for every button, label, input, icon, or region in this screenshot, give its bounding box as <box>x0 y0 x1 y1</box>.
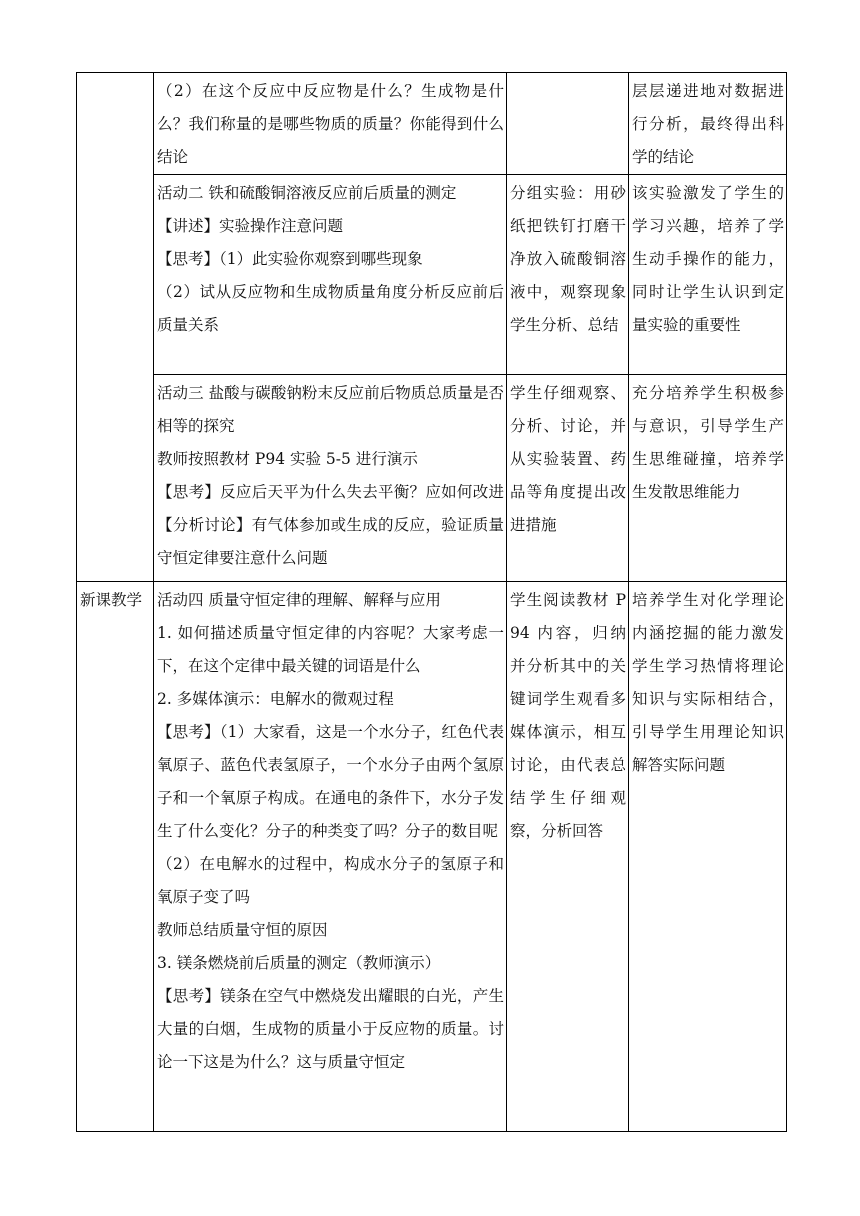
student-activity-cell: 分组实验：用砂纸把铁钉打磨干净放入硫酸铜溶液中，观察现象学生分析、总结 <box>507 175 629 375</box>
student-activity-cell: 学生仔细观察、分析、讨论，并从实验装置、药品等角度提出改进措施 <box>507 375 629 582</box>
activity-cell <box>154 73 507 175</box>
activity-line: 【思考】反应后天平为什么失去平衡？应如何改进【分析讨论】有气体参加或生成的反应，验证质量守恒定律要注意什么问题 <box>157 483 504 567</box>
stage-cell <box>77 73 154 582</box>
student-activity-cell: 学生阅读教材 P94 内容，归纳并分析其中的关键词学生观看多媒体演示，相互讨论，由代表总结学生仔细观察，分析回答 <box>507 582 629 1132</box>
design-intent-cell: 层层递进地对数据进行分析，最终得出科学的结论 <box>629 73 787 175</box>
activity-line: 2. 多媒体演示：电解水的微观过程 <box>157 690 394 708</box>
activity-line: 活动二 铁和硫酸铜溶液反应前后质量的测定 <box>157 184 457 202</box>
table-row <box>77 375 787 582</box>
activity-line: （2）试从反应物和生成物质量角度分析反应前后质量关系 <box>157 283 504 334</box>
design-intent-cell: 培养学生对化学理论内涵挖掘的能力激发学生学习热情将理论知识与实际相结合，引导学生用理论知识解答实际问题 <box>629 582 787 1132</box>
activity-line: 【思考】（1）此实验你观察到哪些现象 <box>157 250 423 268</box>
activity-line: 教师按照教材 P94 实验 5-5 进行演示 <box>157 450 418 468</box>
table-row <box>77 73 787 175</box>
activity-line: 活动三 盐酸与碳酸钠粉末反应前后物质总质量是否相等的探究 <box>157 384 504 435</box>
activity-line: （2）在电解水的过程中，构成水分子的氢原子和氧原子变了吗 <box>157 855 504 906</box>
table-row <box>77 582 787 1132</box>
activity-line: 活动四 质量守恒定律的理解、解释与应用 <box>157 591 441 609</box>
activity-cell <box>154 175 507 375</box>
activity-line: 1. 如何描述质量守恒定律的内容呢？大家考虑一下，在这个定律中最关键的词语是什么 <box>157 624 504 675</box>
activity-line: （2）在这个反应中反应物是什么？生成物是什么？我们称量的是哪些物质的质量？你能得到什么结论 <box>157 82 504 166</box>
design-intent-cell: 该实验激发了学生的学习兴趣，培养了学生动手操作的能力，同时让学生认识到定量实验的重要性 <box>629 175 787 375</box>
activity-line: 【思考】（1）大家看，这是一个水分子，红色代表氧原子、蓝色代表氢原子，一个水分子由两个氢原子和一个氧原子构成。在通电的条件下，水分子发生了什么变化？分子的种类变了吗？分子的数目呢 <box>157 723 504 840</box>
student-activity-cell <box>507 73 629 175</box>
table-row <box>77 175 787 375</box>
lesson-plan-table <box>76 72 787 1132</box>
activity-line: 【讲述】实验操作注意问题 <box>157 217 344 235</box>
stage-cell: 新课教学 <box>77 582 154 1132</box>
activity-cell <box>154 375 507 582</box>
activity-line: 【思考】镁条在空气中燃烧发出耀眼的白光，产生大量的白烟，生成物的质量小于反应物的质量。讨论一下这是为什么？这与质量守恒定 <box>157 987 504 1071</box>
design-intent-cell: 充分培养学生积极参与意识，引导学生产生思维碰撞，培养学生发散思维能力 <box>629 375 787 582</box>
activity-cell <box>154 582 507 1132</box>
activity-line: 3. 镁条燃烧前后质量的测定（教师演示） <box>157 954 441 972</box>
activity-line: 教师总结质量守恒的原因 <box>157 921 328 939</box>
